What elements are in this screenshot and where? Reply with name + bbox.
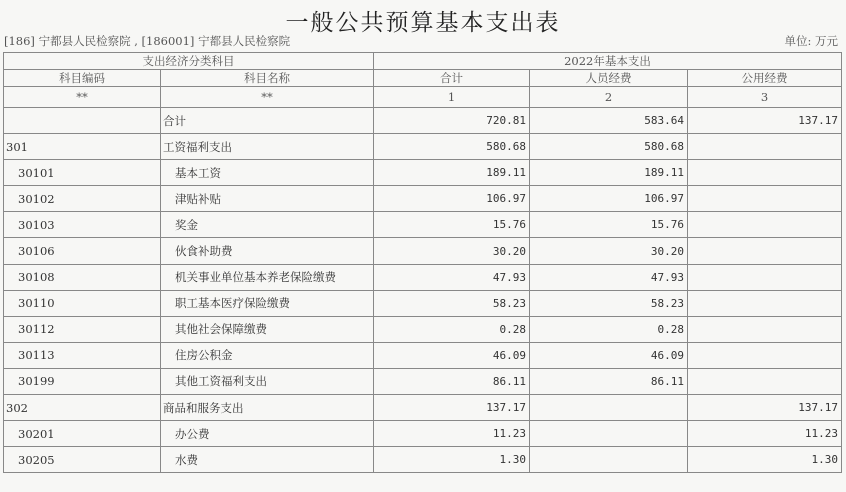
cell-public [688,238,842,264]
cell-total: 106.97 [374,186,530,212]
cell-personnel: 106.97 [530,186,688,212]
organization-label: [186] 宁都县人民检察院 , [186001] 宁都县人民检察院 [4,34,291,48]
cell-total: 15.76 [374,212,530,238]
header-group-economic-class: 支出经济分类科目 [4,53,374,70]
cell-personnel: 30.20 [530,238,688,264]
cell-personnel: 15.76 [530,212,688,238]
cell-total: 580.68 [374,134,530,160]
cell-personnel: 0.28 [530,316,688,342]
cell-personnel: 583.64 [530,108,688,134]
cell-public: 137.17 [688,108,842,134]
header-group-basic-expenditure: 2022年基本支出 [374,53,842,70]
cell-name: 工资福利支出 [161,134,374,160]
cell-personnel: 580.68 [530,134,688,160]
table-row [4,108,842,134]
cell-public [688,264,842,290]
header-public: 公用经费 [688,70,842,87]
cell-personnel [530,421,688,447]
table-row [4,264,842,290]
cell-code: 30110 [4,290,161,316]
cell-total: 30.20 [374,238,530,264]
table-row [4,134,842,160]
index-name: ** [161,87,374,108]
cell-code: 30102 [4,186,161,212]
cell-total: 137.17 [374,395,530,421]
header-code: 科目编码 [4,70,161,87]
cell-code: 30103 [4,212,161,238]
cell-name: 伙食补助费 [161,238,374,264]
cell-public [688,186,842,212]
index-personnel: 2 [530,87,688,108]
cell-code [4,108,161,134]
cell-name: 其他工资福利支出 [161,368,374,394]
table-row [4,238,842,264]
cell-public: 137.17 [688,395,842,421]
table-row [4,447,842,473]
cell-personnel: 58.23 [530,290,688,316]
cell-code: 30106 [4,238,161,264]
index-total: 1 [374,87,530,108]
cell-total: 86.11 [374,368,530,394]
cell-total: 11.23 [374,421,530,447]
cell-personnel [530,447,688,473]
table-row [4,290,842,316]
currency-unit-label: 单位: 万元 [784,34,838,48]
index-code: ** [4,87,161,108]
cell-personnel: 189.11 [530,160,688,186]
cell-name: 其他社会保障缴费 [161,316,374,342]
header-personnel: 人员经费 [530,70,688,87]
cell-code: 30199 [4,368,161,394]
cell-code: 30201 [4,421,161,447]
index-public: 3 [688,87,842,108]
cell-code: 30108 [4,264,161,290]
cell-personnel: 46.09 [530,342,688,368]
cell-name: 办公费 [161,421,374,447]
cell-total: 0.28 [374,316,530,342]
cell-code: 30113 [4,342,161,368]
cell-code: 30205 [4,447,161,473]
cell-name: 商品和服务支出 [161,395,374,421]
cell-total: 1.30 [374,447,530,473]
cell-public: 1.30 [688,447,842,473]
budget-table [3,52,842,473]
cell-name: 机关事业单位基本养老保险缴费 [161,264,374,290]
cell-public: 11.23 [688,421,842,447]
cell-public [688,134,842,160]
cell-total: 720.81 [374,108,530,134]
cell-name: 职工基本医疗保险缴费 [161,290,374,316]
table-row [4,212,842,238]
cell-name: 基本工资 [161,160,374,186]
table-row [4,395,842,421]
cell-code: 30101 [4,160,161,186]
cell-public [688,212,842,238]
cell-public [688,342,842,368]
cell-code: 30112 [4,316,161,342]
table-row [4,421,842,447]
cell-name: 奖金 [161,212,374,238]
table-row [4,186,842,212]
cell-public [688,160,842,186]
cell-total: 58.23 [374,290,530,316]
header-name: 科目名称 [161,70,374,87]
cell-code: 302 [4,395,161,421]
table-row [4,342,842,368]
cell-personnel: 47.93 [530,264,688,290]
cell-name: 水费 [161,447,374,473]
table-row [4,316,842,342]
page-title: 一般公共预算基本支出表 [285,10,561,36]
table-row [4,368,842,394]
cell-total: 47.93 [374,264,530,290]
cell-name: 住房公积金 [161,342,374,368]
cell-personnel [530,395,688,421]
table-row [4,160,842,186]
cell-public [688,368,842,394]
cell-total: 189.11 [374,160,530,186]
cell-total: 46.09 [374,342,530,368]
cell-personnel: 86.11 [530,368,688,394]
cell-public [688,290,842,316]
header-total: 合计 [374,70,530,87]
cell-name: 合计 [161,108,374,134]
cell-public [688,316,842,342]
cell-name: 津贴补贴 [161,186,374,212]
cell-code: 301 [4,134,161,160]
